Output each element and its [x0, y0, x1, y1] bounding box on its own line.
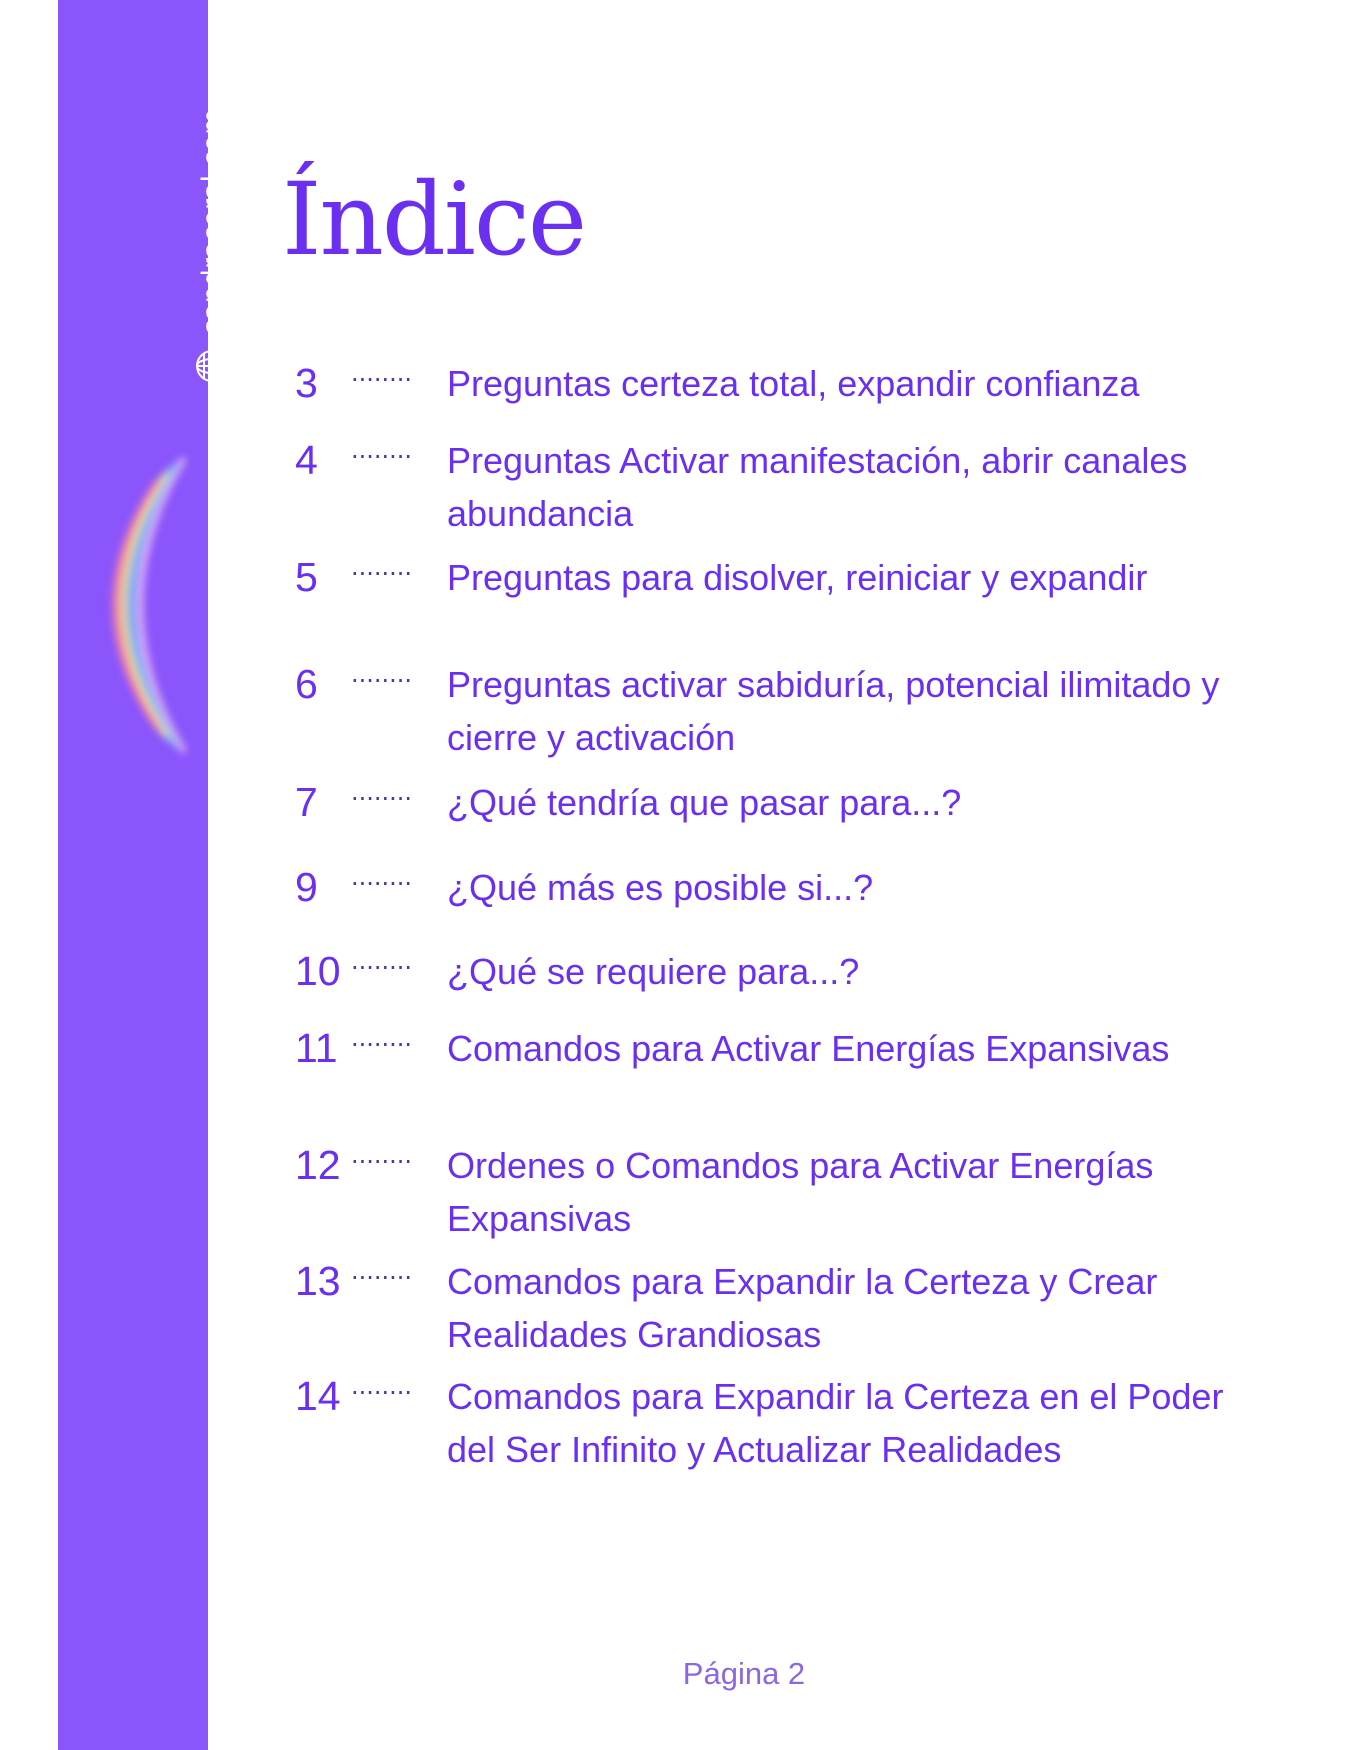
toc-page-number: 5 [295, 554, 318, 600]
toc-leader-dots: ........ [351, 863, 413, 891]
toc-leader-dots: ........ [351, 436, 413, 464]
toc-entry-title[interactable]: Ordenes o Comandos para Activar Energías Expansivas [447, 1145, 1154, 1239]
toc-page-number: 3 [295, 360, 318, 406]
toc-leader-dots: ........ [351, 359, 413, 387]
toc-leader-dots: ........ [351, 947, 413, 975]
toc-leader-dots: ........ [351, 660, 413, 688]
toc-entry-title[interactable]: Comandos para Expandir la Certeza y Crear Realidades Grandiosas [447, 1261, 1158, 1355]
toc-entry-title[interactable]: Preguntas certeza total, expandir confianza [447, 363, 1140, 404]
toc-entry-title[interactable]: ¿Qué tendría que pasar para...? [447, 782, 962, 823]
page-title: Índice [282, 161, 586, 278]
toc-entry-title[interactable]: Comandos para Expandir la Certeza en el Poder del Ser Infinito y Actualizar Realidades [447, 1376, 1224, 1470]
website-label [194, 109, 230, 384]
toc-entry-title[interactable]: ¿Qué más es posible si...? [447, 867, 874, 908]
sidebar-tagline: Certeza absoluta sin apego a resultados [207, 969, 253, 1628]
toc-leader-dots: ........ [351, 778, 413, 806]
toc-entry-title[interactable]: Preguntas para disolver, reiniciar y expandir [447, 557, 1148, 598]
toc-page-number: 13 [295, 1258, 341, 1304]
toc-page-number: 7 [295, 779, 318, 825]
toc-page-number: 11 [295, 1025, 338, 1071]
sidebar [58, 0, 253, 1750]
toc-entry-title[interactable]: Preguntas Activar manifestación, abrir canales abundancia [447, 440, 1188, 534]
toc-entry-title[interactable]: ¿Qué se requiere para...? [447, 951, 860, 992]
globe-icon [194, 348, 230, 384]
toc-page-number: 6 [295, 661, 318, 707]
toc-leader-dots: ........ [351, 1024, 413, 1052]
website-text: sandracoral.com [196, 108, 228, 334]
toc-leader-dots: ........ [351, 1257, 413, 1285]
toc-leader-dots: ........ [351, 1141, 413, 1169]
toc-page-number: 4 [295, 437, 318, 483]
toc-entry-title[interactable]: Comandos para Activar Energías Expansivas [447, 1028, 1170, 1069]
toc-leader-dots: ........ [351, 1372, 413, 1400]
page-number-footer: Página 2 [682, 1656, 806, 1691]
toc-page-number: 9 [295, 864, 318, 910]
toc-leader-dots: ........ [351, 553, 413, 581]
toc-entry-title[interactable]: Preguntas activar sabiduría, potencial ilimitado y cierre y activación [447, 664, 1220, 758]
toc-page-number: 12 [295, 1142, 341, 1188]
rainbow-arc-decoration [88, 440, 208, 770]
toc-page-number: 10 [295, 948, 341, 994]
toc-page-number: 14 [295, 1373, 341, 1419]
